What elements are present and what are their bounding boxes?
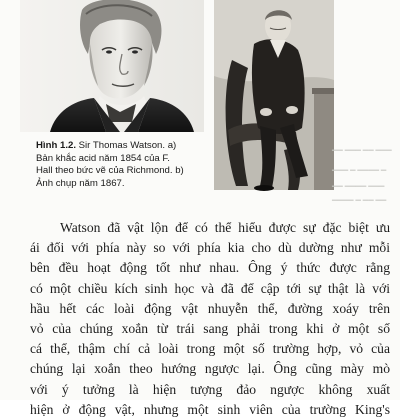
caption-text: Sir Thomas Watson. a) (78, 140, 177, 151)
caption-line: Hall theo bức vẽ của Richmond. b) (36, 165, 184, 177)
caption-line: Bản khắc acid năm 1854 của F. (36, 152, 170, 164)
body-line: ái đối với phía này so với phía kia cho dù dường như mỗi (30, 240, 390, 256)
caption-line: Ảnh chụp năm 1867. (36, 177, 125, 189)
body-line: có một chiều kích sinh học và đã để cập tới sự thật là với (30, 280, 390, 296)
figure-label: Hình 1.2. (36, 140, 76, 151)
body-line: hầu hết các loài động vật nhuyễn thể, đường xoáy trên (30, 300, 390, 316)
body-line: cá thể, thậm chí cả loài trong một số trường hợp, vỏ của (30, 341, 390, 357)
caption-line (36, 140, 212, 153)
seated-photograph-image (214, 0, 334, 190)
body-paragraph (30, 218, 390, 420)
figure-caption (36, 140, 212, 190)
body-line: Watson đã vật lộn để có thể hiểu được sự đặc biệt ưu (60, 220, 390, 235)
bleed-through-text: ▔▔ ▔▔▔ ▔▔ ▔▔▔ (332, 151, 392, 158)
body-line: với ý tưởng là hiện tượng đảo ngược không xuất (30, 381, 390, 397)
body-line: vỏ của chúng xoắn từ trái sang phải trong khi ở một số (30, 321, 390, 337)
bleed-through-text: ▔▔▔▔ ▔ ▔▔ ▔▔ (332, 201, 387, 208)
body-line: chúng lại xoắn theo hướng ngược lại. Ông cũng mày mò (30, 361, 390, 377)
bleed-through-text: ▔▔ ▔▔▔▔ ▔▔▔ (332, 187, 385, 194)
body-line: bên đều hoạt động tốt như nhau. Ông ý thức được rằng (30, 260, 390, 276)
body-line: hiện ở động vật, nhưng một sinh viên của trường King's (30, 401, 390, 417)
engraving-portrait-image (20, 0, 204, 132)
bleed-through-text: ▔▔▔ ▔ ▔▔▔▔ ▔ (332, 171, 387, 178)
